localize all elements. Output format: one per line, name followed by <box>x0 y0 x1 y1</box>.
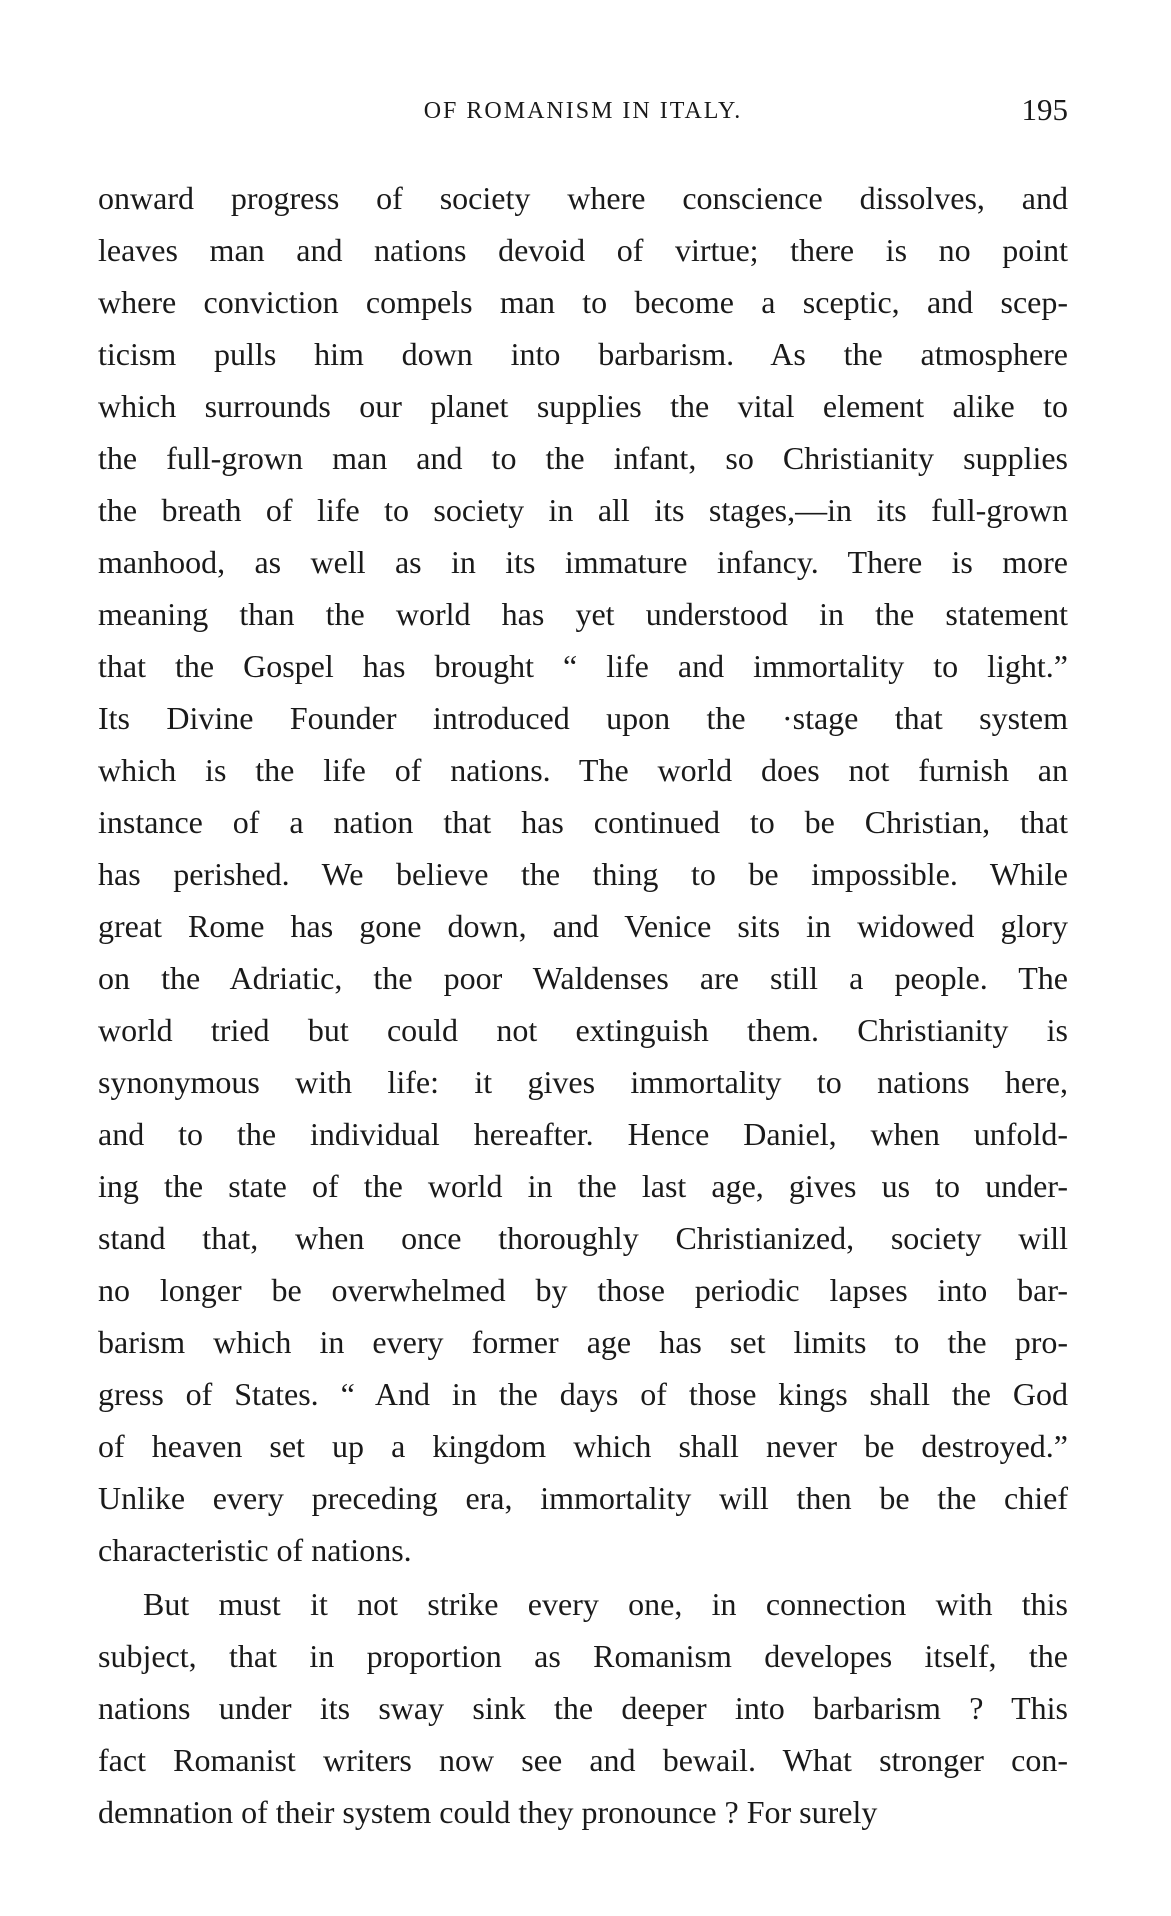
text-line: no longer be overwhelmed by those periodic lapses into bar- <box>98 1272 1068 1308</box>
text-line: instance of a nation that has continued to be Christian, that <box>98 804 1068 840</box>
text-line: onward progress of society where conscience dissolves, and <box>98 180 1068 216</box>
text-line: which surrounds our planet supplies the vital element alike to <box>98 388 1068 424</box>
text-line: where conviction compels man to become a sceptic, and scep- <box>98 284 1068 320</box>
text-line: meaning than the world has yet understood in the statement <box>98 596 1068 632</box>
body-text <box>98 172 1068 1838</box>
text-line: barism which in every former age has set limits to the pro- <box>98 1324 1068 1360</box>
text-line: fact Romanist writers now see and bewail. What stronger con- <box>98 1742 1068 1778</box>
text-line: has perished. We believe the thing to be impossible. While <box>98 856 1068 892</box>
text-line: ticism pulls him down into barbarism. As the atmosphere <box>98 336 1068 372</box>
text-line: gress of States. “ And in the days of those kings shall the God <box>98 1376 1068 1412</box>
text-line: Its Divine Founder introduced upon the ·stage that system <box>98 700 1068 736</box>
text-line: subject, that in proportion as Romanism developes itself, the <box>98 1638 1068 1674</box>
text-line: that the Gospel has brought “ life and immortality to light.” <box>98 648 1068 684</box>
text-line: leaves man and nations devoid of virtue; there is no point <box>98 232 1068 268</box>
text-line: characteristic of nations. <box>98 1532 412 1568</box>
paragraph-2 <box>98 1578 1068 1838</box>
running-head <box>98 92 1068 132</box>
text-line: on the Adriatic, the poor Waldenses are still a people. The <box>98 960 1068 996</box>
text-line: nations under its sway sink the deeper into barbarism ? This <box>98 1690 1068 1726</box>
paragraph-1 <box>98 172 1068 1576</box>
text-line: and to the individual hereafter. Hence Daniel, when unfold- <box>98 1116 1068 1152</box>
text-line: which is the life of nations. The world does not furnish an <box>98 752 1068 788</box>
text-line: world tried but could not extinguish them. Christianity is <box>98 1012 1068 1048</box>
text-line: manhood, as well as in its immature infancy. There is more <box>98 544 1068 580</box>
text-line: of heaven set up a kingdom which shall never be destroyed.” <box>98 1428 1068 1464</box>
text-line: demnation of their system could they pronounce ? For surely <box>98 1794 878 1830</box>
running-title: OF ROMANISM IN ITALY. <box>423 98 743 124</box>
text-line: synonymous with life: it gives immortality to nations here, <box>98 1064 1068 1100</box>
page-number: 195 <box>1021 92 1068 127</box>
text-line: But must it not strike every one, in connection with this <box>143 1586 1068 1622</box>
text-line: stand that, when once thoroughly Christianized, society will <box>98 1220 1068 1256</box>
text-line: ing the state of the world in the last age, gives us to under- <box>98 1168 1068 1204</box>
text-line: the breath of life to society in all its stages,—in its full-grown <box>98 492 1068 528</box>
text-line: the full-grown man and to the infant, so Christianity supplies <box>98 440 1068 476</box>
text-line: Unlike every preceding era, immortality will then be the chief <box>98 1480 1068 1516</box>
text-line: great Rome has gone down, and Venice sits in widowed glory <box>98 908 1068 944</box>
